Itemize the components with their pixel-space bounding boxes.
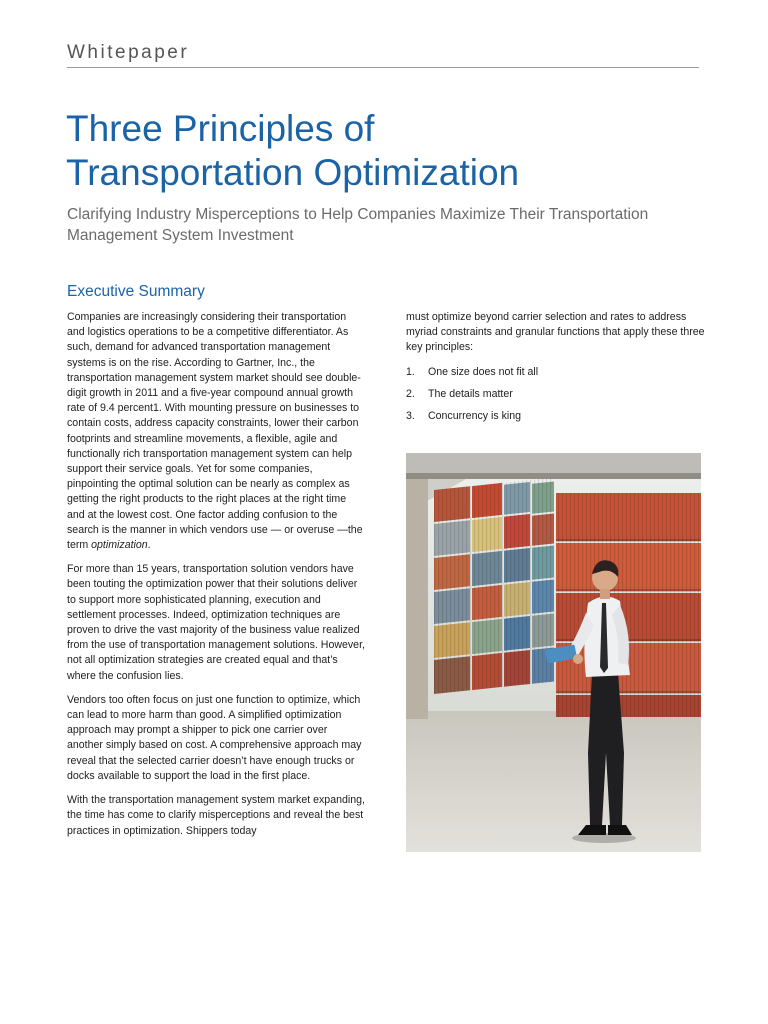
header-rule: [67, 67, 699, 68]
list-item-number: 3.: [406, 410, 415, 423]
subtitle-line-2: Management System Investment: [67, 227, 294, 244]
container-stack-left: [434, 477, 554, 694]
container-yard-photo: [406, 453, 701, 852]
list-item: [406, 365, 706, 380]
paragraph-1-text: Companies are increasingly considering their transportation and logistics operations to be a competitive differentiator. As such, demand for advanced transportation management systems is on the rise. According to Gartner, Inc., the transportation management system market should see double-digit growth in 2011 and a five-year compound annual growth rate of 9.4 percent1. With mounting pressure on businesses to contain costs, address capacity constraints, lower their carbon footprints and streamline movements, a flexible, agile and functionally rich transportation management system can help support their service goals. Yet for some companies, pinpointing the optimal solution can be nearly as complex as getting the right products to the right places at the right time and at the lowest cost. One factor adding confusion to the search is the manner in which vendors use — or overuse —the term: [67, 311, 363, 552]
subtitle-line-1: Clarifying Industry Misperceptions to Help Companies Maximize Their Transportation: [67, 206, 649, 223]
section-heading: Executive Summary: [67, 283, 205, 300]
page-subtitle: [67, 204, 707, 246]
paragraph-4: With the transportation management system market expanding, the time has come to clarify misperceptions and reveal the best practices in optimization. Shippers today: [67, 794, 365, 837]
list-item-text: One size does not fit all: [428, 365, 539, 378]
paragraph-2: For more than 15 years, transportation solution vendors have been touting the optimization power that their solutions deliver to support more sophisticated planning, execution and settlement processes. Indeed, optimization techniques are proven to drive the vast majority of the business value realized from the use of transportation management solutions. However, not all optimization strategies are created equal and that’s where the confusion lies.: [67, 563, 365, 682]
ground: [406, 711, 701, 852]
title-line-2: Transportation Optimization: [66, 152, 520, 193]
list-item-text: The details matter: [428, 387, 513, 400]
right-column: [406, 310, 706, 431]
doc-type-label: Whitepaper: [67, 42, 190, 63]
right-intro-paragraph: must optimize beyond carrier selection and rates to address myriad constraints and granular functions that apply these three key principles:: [406, 311, 705, 354]
page-title: [66, 107, 706, 195]
list-item-number: 1.: [406, 365, 415, 378]
list-item-text: Concurrency is king: [428, 410, 522, 423]
container-stack-right: [556, 493, 701, 717]
list-item: [406, 387, 706, 402]
paragraph-1-end: .: [147, 539, 151, 552]
list-item-number: 2.: [406, 387, 415, 400]
left-wall-shadow: [406, 479, 428, 719]
paragraph-1-emphasis: optimization: [91, 539, 148, 552]
paragraph-3: Vendors too often focus on just one function to optimize, which can lead to more harm than good. A simplified optimization approach may prompt a shipper to pick one carrier over another simply based on cost. A comprehensive approach may reveal that the selected carrier doesn’t have enough trucks or docks available to support the load in the first place.: [67, 693, 362, 782]
list-item: [406, 409, 706, 424]
canopy-beam: [406, 453, 701, 475]
photo-illustration: [406, 453, 701, 852]
title-line-1: Three Principles of: [66, 108, 375, 149]
paragraph-1: [67, 310, 365, 553]
left-column: [67, 310, 365, 848]
principles-list: [406, 365, 706, 425]
